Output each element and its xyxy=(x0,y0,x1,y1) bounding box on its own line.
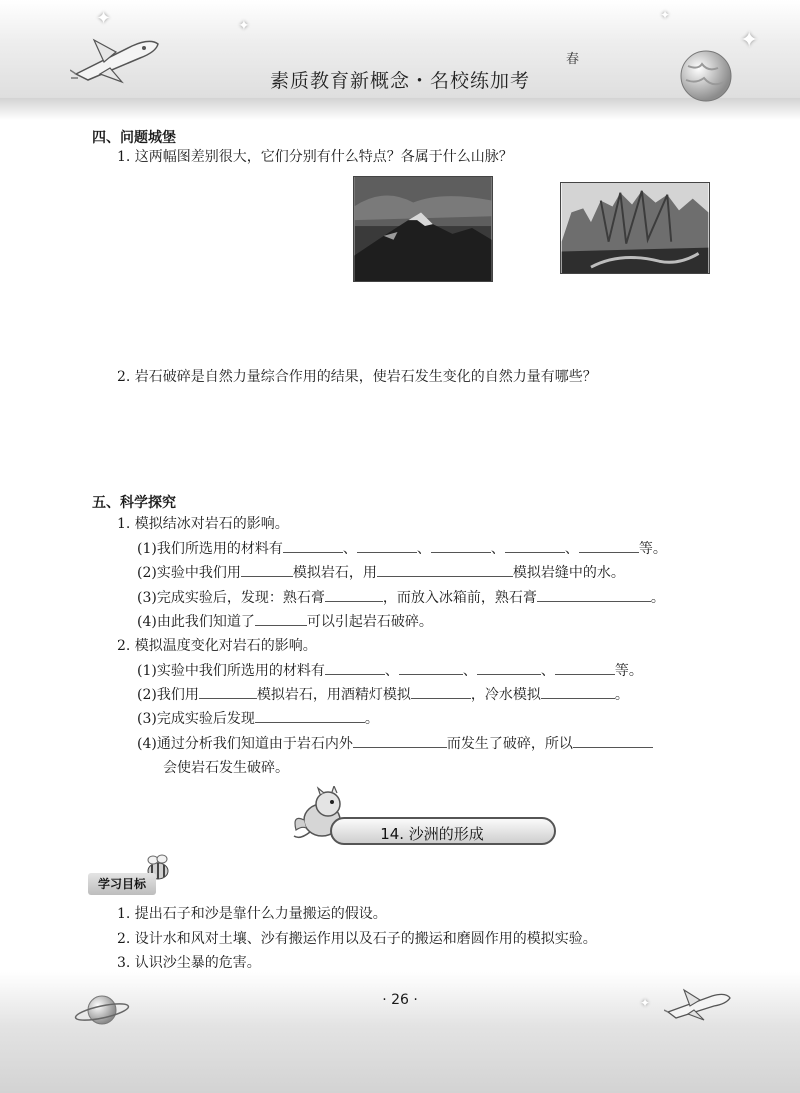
answer-blank[interactable] xyxy=(353,734,447,748)
line-text: (1)实验中我们所选用的材料有 xyxy=(137,663,325,679)
goal-item: 2. 设计水和风对土壤、沙有搬运作用以及石子的搬运和磨圆作用的模拟实验。 xyxy=(117,931,597,947)
question-line xyxy=(137,563,625,583)
question-text: 2. 岩石破碎是自然力量综合作用的结果，使岩石发生变化的自然力量有哪些？ xyxy=(117,369,597,385)
question-line xyxy=(137,539,667,559)
star-icon: ✦ xyxy=(660,8,671,22)
space-shuttle-icon xyxy=(664,982,734,1022)
rocky-mountain-photo xyxy=(560,182,710,274)
answer-blank[interactable] xyxy=(357,539,417,553)
planet-icon xyxy=(74,990,130,1030)
answer-blank[interactable] xyxy=(255,709,365,723)
season-label: 春 xyxy=(566,52,580,67)
question-line xyxy=(137,685,629,705)
line-text: 而发生了破碎，所以 xyxy=(446,736,573,752)
line-text: 等。 xyxy=(638,541,667,557)
question-line xyxy=(137,734,653,754)
line-text: 、 xyxy=(342,541,357,557)
answer-blank[interactable] xyxy=(325,588,383,602)
line-text: 、 xyxy=(490,541,505,557)
line-text: (4)由此我们知道了 xyxy=(137,614,255,630)
line-text: (2)实验中我们用 xyxy=(137,565,241,581)
answer-blank[interactable] xyxy=(555,661,615,675)
question-line xyxy=(137,612,433,632)
answer-blank[interactable] xyxy=(411,685,471,699)
line-text: 可以引起岩石破碎。 xyxy=(306,614,433,630)
line-text: (4)通过分析我们知道由于岩石内外 xyxy=(137,736,353,752)
page-number: · 26 · xyxy=(382,992,418,1008)
line-text: 模拟岩缝中的水。 xyxy=(512,565,625,581)
star-icon: ✦ xyxy=(238,18,250,34)
line-text: 、 xyxy=(416,541,431,557)
line-text: (3)完成实验后发现 xyxy=(137,711,255,727)
question-text: 1. 这两幅图差别很大，它们分别有什么特点？各属于什么山脉？ xyxy=(117,149,513,165)
lesson-title-banner xyxy=(330,817,556,845)
answer-blank[interactable] xyxy=(283,539,343,553)
answer-blank[interactable] xyxy=(199,685,257,699)
line-text: 、 xyxy=(540,663,555,679)
line-text: 、 xyxy=(462,663,477,679)
answer-blank[interactable] xyxy=(477,661,541,675)
answer-blank[interactable] xyxy=(399,661,463,675)
section-heading-problem-castle: 四、问题城堡 xyxy=(92,130,176,146)
line-text: ，冷水模拟 xyxy=(470,687,541,703)
lesson-title: 14. 沙洲的形成 xyxy=(380,825,484,843)
goal-item: 3. 认识沙尘暴的危害。 xyxy=(117,955,261,971)
line-text: 、 xyxy=(384,663,399,679)
line-text: 模拟岩石，用酒精灯模拟 xyxy=(256,687,411,703)
question-line xyxy=(137,588,665,608)
line-text: 。 xyxy=(650,590,665,606)
question-title: 2. 模拟温度变化对岩石的影响。 xyxy=(117,638,317,654)
line-text: 模拟岩石，用 xyxy=(292,565,377,581)
line-text: 等。 xyxy=(614,663,643,679)
star-icon: ✦ xyxy=(96,8,112,29)
line-text: ，而放入冰箱前，熟石膏 xyxy=(382,590,537,606)
answer-blank[interactable] xyxy=(573,734,653,748)
star-icon: ✦ xyxy=(640,996,651,1010)
answer-blank[interactable] xyxy=(537,588,651,602)
line-text: (3)完成实验后，发现：熟石膏 xyxy=(137,590,325,606)
series-title: 素质教育新概念・名校练加考 xyxy=(269,70,530,92)
answer-blank[interactable] xyxy=(325,661,385,675)
goal-item: 1. 提出石子和沙是靠什么力量搬运的假设。 xyxy=(117,906,387,922)
answer-blank[interactable] xyxy=(431,539,491,553)
star-icon: ✦ xyxy=(740,28,759,53)
section-heading-science-inquiry: 五、科学探究 xyxy=(92,495,176,511)
line-text: 。 xyxy=(614,687,629,703)
answer-blank[interactable] xyxy=(255,612,307,626)
question-line xyxy=(137,709,379,729)
question-line-continued: 会使岩石发生破碎。 xyxy=(163,760,289,776)
answer-blank[interactable] xyxy=(241,563,293,577)
answer-blank[interactable] xyxy=(579,539,639,553)
snowy-mountain-photo xyxy=(353,176,493,282)
answer-blank[interactable] xyxy=(377,563,513,577)
answer-blank[interactable] xyxy=(541,685,615,699)
question-title: 1. 模拟结冰对岩石的影响。 xyxy=(117,516,289,532)
question-line xyxy=(137,661,643,681)
line-text: (2)我们用 xyxy=(137,687,199,703)
line-text: 。 xyxy=(364,711,379,727)
answer-blank[interactable] xyxy=(505,539,565,553)
learning-goals-badge: 学习目标 xyxy=(88,873,156,895)
line-text: (1)我们所选用的材料有 xyxy=(137,541,283,557)
line-text: 、 xyxy=(564,541,579,557)
